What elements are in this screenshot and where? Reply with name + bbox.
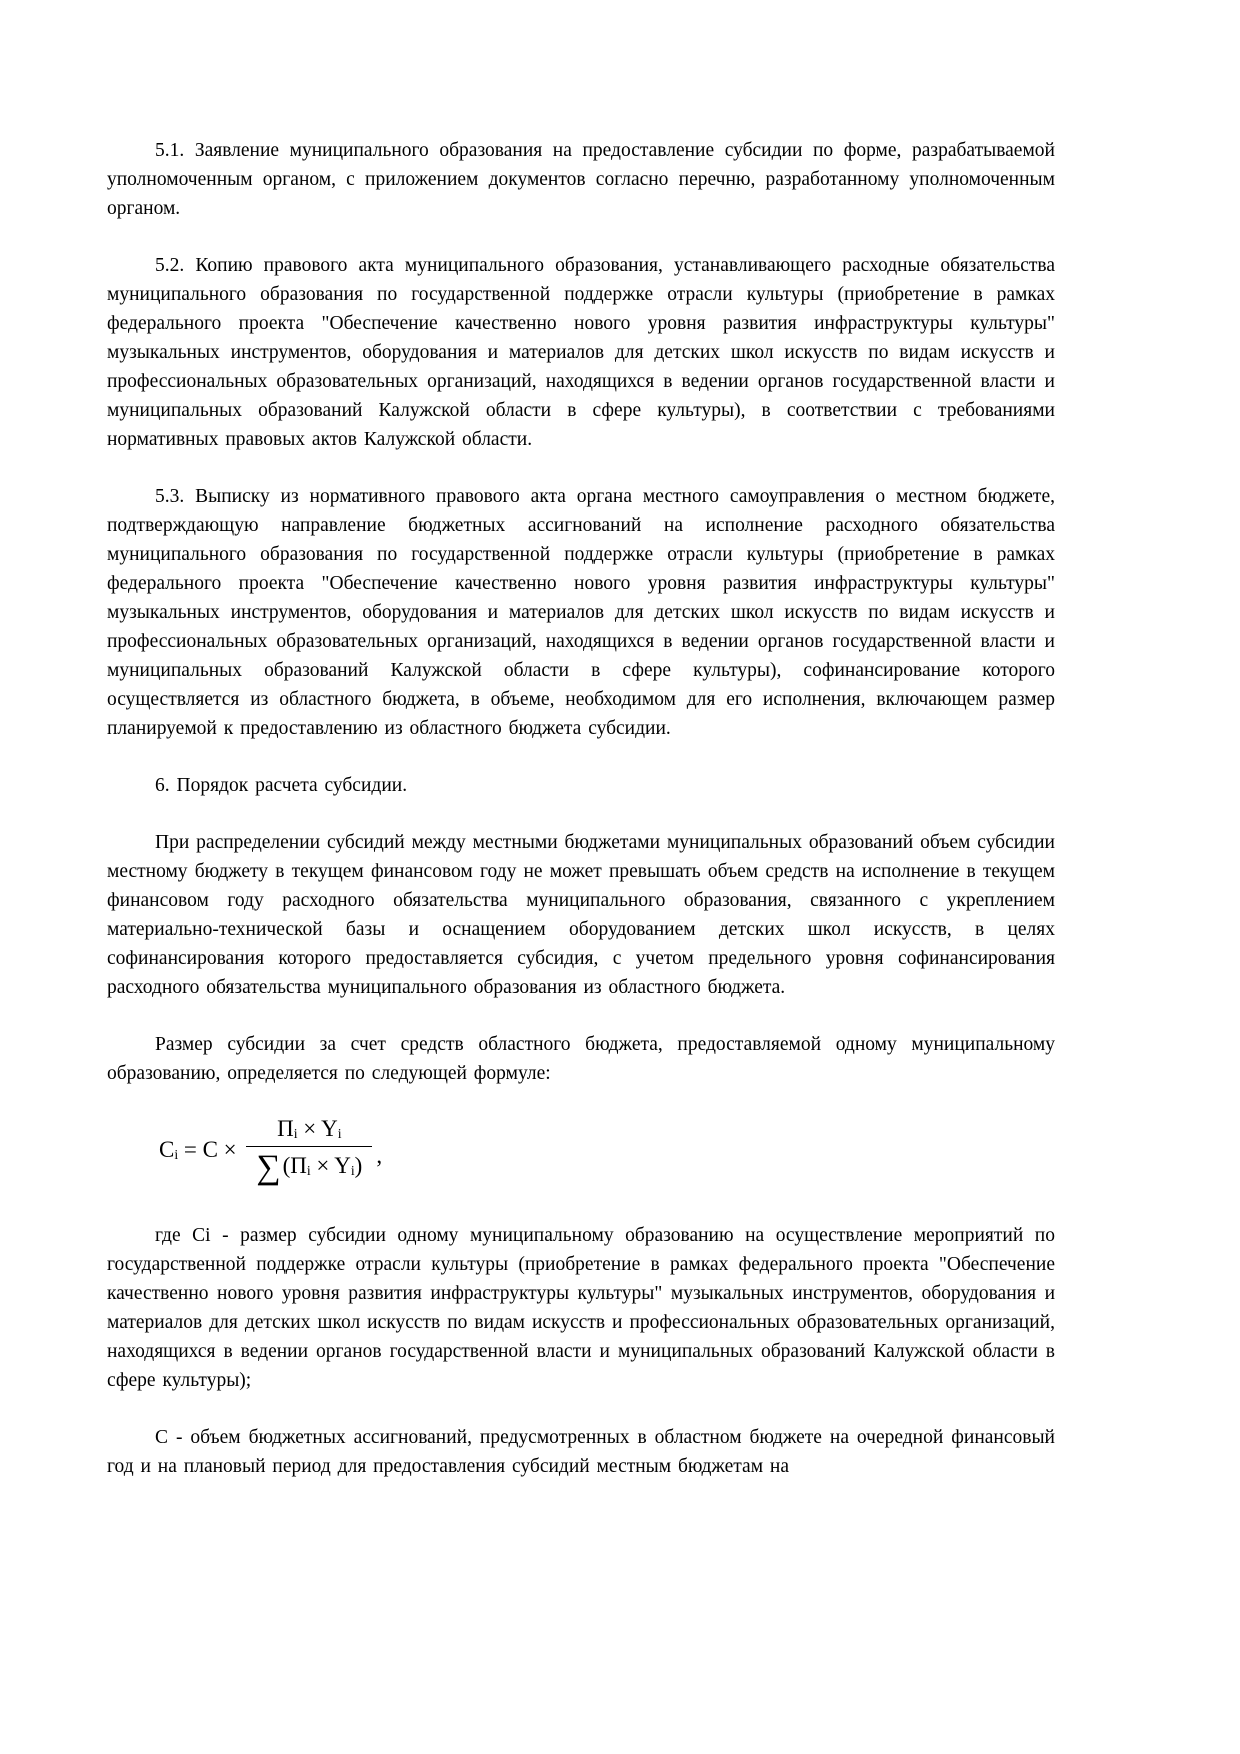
subsidy-formula bbox=[107, 1116, 1055, 1186]
formula-comma: , bbox=[376, 1143, 383, 1168]
sigma-symbol: ∑ bbox=[256, 1149, 281, 1186]
paragraph-distribution: При распределении субсидий между местными бюджетами муниципальных образований объем субсидии местному бюджету в текущем финансовом году не может превышать объем средств на исполнение в текущем финансовом году расходного обязательства муниципального образования, связанного с укреплением материально-технической базы и оснащением оборудованием детских школ искусств, в целях софинансирования которого предоставляется субсидия, с учетом предельного уровня софинансирования расходного обязательства муниципального образования из областного бюджета. bbox=[107, 832, 1055, 998]
formula-denominator bbox=[246, 1146, 372, 1186]
formula-fraction bbox=[246, 1116, 372, 1186]
paragraph-where-ci: где Сi - размер субсидии одному муниципальному образованию на осуществление мероприятий по государственной поддержке отрасли культуры (приобретение в рамках федерального проекта "Обеспечение качественно нового уровня развития инфраструктуры культуры" музыкальных инструментов, оборудования и материалов для детских школ искусств по видам искусств и профессиональных образовательных организаций, находящихся в ведении органов государственной власти и муниципальных образований Калужской области в сфере культуры); bbox=[107, 1225, 1055, 1391]
paragraph-c-definition: С - объем бюджетных ассигнований, предусмотренных в областном бюджете на очередной финансовый год и на плановый период для предоставления субсидий местным бюджетам на bbox=[107, 1427, 1055, 1477]
section-heading-6: 6. Порядок расчета субсидии. bbox=[155, 775, 408, 796]
paragraph-5-2: 5.2. Копию правового акта муниципального образования, устанавливающего расходные обязательства муниципального образования по государственной поддержке отрасли культуры (приобретение в рамках федерального проекта "Обеспечение качественно нового уровня развития инфраструктуры культуры" музыкальных инструментов, оборудования и материалов для детских школ искусств по видам искусств и профессиональных образовательных организаций, находящихся в ведении органов государственной власти и муниципальных образований Калужской области в сфере культуры), в соответствии с требованиями нормативных правовых актов Калужской области. bbox=[107, 255, 1055, 450]
paragraph-subsidy-size: Размер субсидии за счет средств областного бюджета, предоставляемой одному муниципальному образованию, определяется по следующей формуле: bbox=[107, 1034, 1055, 1084]
paragraph-5-3: 5.3. Выписку из нормативного правового акта органа местного самоуправления о местном бюджете, подтверждающую направление бюджетных ассигнований на исполнение расходного обязательства муниципального образования по государственной поддержке отрасли культуры (приобретение в рамках федерального проекта "Обеспечение качественно нового уровня развития инфраструктуры культуры" музыкальных инструментов, оборудования и материалов для детских школ искусств по видам искусств и профессиональных образовательных организаций, находящихся в ведении органов государственной власти и муниципальных образований Калужской области в сфере культуры), софинансирование которого осуществляется из областного бюджета, в объеме, необходимом для его исполнения, включающем размер планируемой к предоставлению из областного бюджета субсидии. bbox=[107, 486, 1055, 739]
formula-numerator: Пᵢ × Yᵢ bbox=[277, 1116, 342, 1141]
formula-denominator-expr: (Пᵢ × Yᵢ) bbox=[282, 1153, 363, 1178]
formula-left-side: Cᵢ = C × bbox=[159, 1136, 243, 1162]
paragraph-5-1: 5.1. Заявление муниципального образования на предоставление субсидии по форме, разрабатываемой уполномоченным органом, с приложением документов согласно перечню, разработанному уполномоченным органом. bbox=[107, 140, 1055, 219]
document-body bbox=[107, 136, 1055, 1481]
